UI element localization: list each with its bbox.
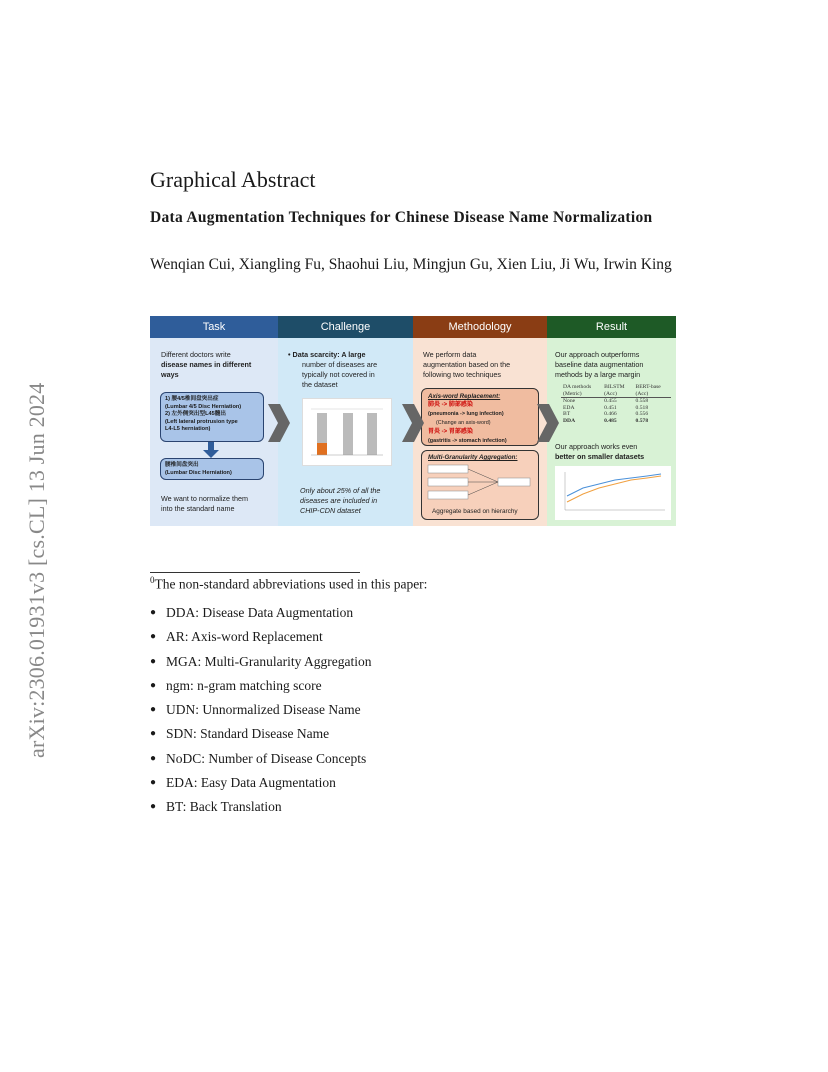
list-item: ● DDA: Disease Data Augmentation xyxy=(150,605,371,629)
table-cell: 0.451 xyxy=(604,404,617,411)
abbreviation-entry: MGA: Multi-Granularity Aggregation xyxy=(166,653,372,669)
list-item: ● AR: Axis-word Replacement xyxy=(150,629,371,653)
challenge-bullet-1: • Data scarcity: A large xyxy=(288,350,366,359)
graphical-abstract-figure xyxy=(150,316,676,526)
task-panel xyxy=(150,316,278,526)
chevron-right-icon xyxy=(268,404,290,442)
footnote-mark: 0 xyxy=(150,575,155,585)
table-cell: 0.466 xyxy=(604,411,617,417)
hierarchy-diagram-graphic xyxy=(426,463,536,503)
result-line-2: baseline data augmentation xyxy=(555,360,644,369)
ar-example-1-en: (pneumonia -> lung infection) xyxy=(428,411,504,417)
chevron-right-icon xyxy=(537,404,559,442)
table-subheader-cell: (Metric) xyxy=(561,391,602,398)
challenge-bullet-3: typically not covered in xyxy=(302,370,375,379)
udn-line: L4-L5 herniation) xyxy=(165,426,211,432)
paper-title: Data Augmentation Techniques for Chinese Disease Name Normalization xyxy=(150,209,653,226)
methodology-intro-1: We perform data xyxy=(423,350,477,359)
chevron-right-icon xyxy=(402,404,424,442)
table-header-cell: DA methods xyxy=(563,384,592,390)
result-line-4: Our approach works even xyxy=(555,442,638,451)
table-header-row xyxy=(561,384,671,391)
table-subheader-cell: (Acc) xyxy=(634,391,671,398)
list-item: ● BT: Back Translation xyxy=(150,799,371,823)
ar-example-2: 胃炎 -> 胃部感染 xyxy=(428,429,473,435)
mga-title: Multi-Granularity Aggregation: xyxy=(428,454,518,461)
table-cell: 0.556 xyxy=(635,411,649,417)
table-subheader-row xyxy=(561,391,671,398)
footnote-rule xyxy=(150,572,360,573)
arxiv-side-identifier xyxy=(20,296,56,758)
udn-line: (Left lateral protrusion type xyxy=(165,418,238,425)
table-cell: 0.578 xyxy=(635,417,649,424)
abbreviation-entry: UDN: Unnormalized Disease Name xyxy=(166,702,361,718)
list-item: ● ngm: n-gram matching score xyxy=(150,678,371,702)
footnote xyxy=(150,575,427,593)
abbreviation-entry: DDA: Disease Data Augmentation xyxy=(166,605,354,620)
list-item: ● UDN: Unnormalized Disease Name xyxy=(150,702,371,726)
task-intro-2: disease names in different xyxy=(161,360,252,369)
methodology-intro-3: following two techniques xyxy=(423,370,501,379)
ar-change-note: (Change an axis-word) xyxy=(436,420,491,426)
udn-line: (Lumbar 4/5 Disc Herniation) xyxy=(165,403,242,410)
ours-line xyxy=(567,474,661,496)
table-header-cell: BILSTM xyxy=(604,384,625,390)
table-cell: 0.485 xyxy=(604,417,617,424)
task-outro-2: into the standard name xyxy=(161,504,235,513)
sdn-line: 腰椎间盘突出 xyxy=(165,462,199,468)
challenge-bullet-4: the dataset xyxy=(302,380,338,389)
task-outro-1: We want to normalize them xyxy=(161,494,248,503)
graphical-abstract-heading: Graphical Abstract xyxy=(150,167,316,192)
author-list: Wenqian Cui, Xiangling Fu, Shaohui Liu, Mingjun Gu, Xien Liu, Ji Wu, Irwin King xyxy=(150,256,672,273)
footnote-text: The non-standard abbreviations used in this paper: xyxy=(154,576,428,592)
abbreviation-entry: AR: Axis-word Replacement xyxy=(166,629,323,645)
mga-footer: Aggregate based on hierarchy xyxy=(432,508,518,515)
table-cell: 0.558 xyxy=(635,398,649,404)
list-item: ● EDA: Easy Data Augmentation xyxy=(150,775,371,799)
table-cell: BT xyxy=(563,411,571,417)
table-cell: EDA xyxy=(563,404,575,411)
dataset-size-mini-chart xyxy=(555,466,671,520)
coverage-mini-chart xyxy=(302,398,392,466)
result-panel xyxy=(547,316,676,526)
multi-granularity-box xyxy=(421,450,539,520)
ar-title: Axis-word Replacement: xyxy=(428,393,501,400)
methodology-header: Methodology xyxy=(413,316,547,338)
axis-word-replacement-box xyxy=(421,388,539,446)
result-line-1: Our approach outperforms xyxy=(555,350,640,359)
result-line-3: methods by a large margin xyxy=(555,370,641,379)
challenge-header: Challenge xyxy=(278,316,413,338)
sdn-line: (Lumbar Disc Herniation) xyxy=(165,469,232,476)
table-row xyxy=(561,418,671,425)
ar-example-2-en: (gastritis -> stomach infection) xyxy=(428,438,507,444)
arxiv-identifier-text: arXiv:2306.01931v3 [cs.CL] 13 Jun 2024 xyxy=(24,382,49,758)
table-row xyxy=(561,398,671,405)
udn-line: 1) 腰4/5椎间盘突出症 xyxy=(165,396,219,402)
result-table xyxy=(561,384,671,424)
result-header: Result xyxy=(547,316,676,338)
challenge-note-2: diseases are included in xyxy=(300,496,378,505)
abbreviation-entry: SDN: Standard Disease Name xyxy=(166,726,330,742)
challenge-bullet-2: number of diseases are xyxy=(302,360,378,369)
task-intro-1: Different doctors write xyxy=(161,350,231,359)
arrow-down-icon xyxy=(203,442,219,458)
list-item: ● NoDC: Number of Disease Concepts xyxy=(150,751,371,775)
abbreviation-entry: BT: Back Translation xyxy=(166,799,282,815)
table-subheader-cell: (Acc) xyxy=(602,391,633,398)
task-intro-3: ways xyxy=(161,370,179,379)
abbreviation-list xyxy=(150,605,371,824)
ar-example-1: 肺炎 -> 肺部感染 xyxy=(428,402,473,408)
challenge-note-1: Only about 25% of all the xyxy=(300,486,381,495)
table-header-cell: BERT-base xyxy=(635,384,661,390)
list-item: ● SDN: Standard Disease Name xyxy=(150,726,371,750)
table-cell: DDA xyxy=(563,417,576,424)
methodology-panel xyxy=(413,316,547,526)
udn-line: 2) 左外侧突出型L45髓出 xyxy=(165,411,226,417)
abbreviation-entry: NoDC: Number of Disease Concepts xyxy=(166,750,367,766)
abbreviation-entry: EDA: Easy Data Augmentation xyxy=(166,775,336,791)
udn-examples-box xyxy=(160,392,264,442)
table-cell: 0.455 xyxy=(604,398,617,404)
challenge-panel xyxy=(278,316,413,526)
task-header: Task xyxy=(150,316,278,338)
coverage-bars-graphic xyxy=(303,399,391,465)
list-item: ● MGA: Multi-Granularity Aggregation xyxy=(150,654,371,678)
sdn-box xyxy=(160,458,264,480)
abbreviation-entry: ngm: n-gram matching score xyxy=(166,677,322,693)
methodology-intro-2: augmentation based on the xyxy=(423,360,511,369)
result-line-5: better on smaller datasets xyxy=(555,452,645,461)
table-cell: None xyxy=(563,398,576,404)
challenge-note-3: CHIP-CDN dataset xyxy=(300,506,361,515)
table-cell: 0.518 xyxy=(635,404,649,411)
